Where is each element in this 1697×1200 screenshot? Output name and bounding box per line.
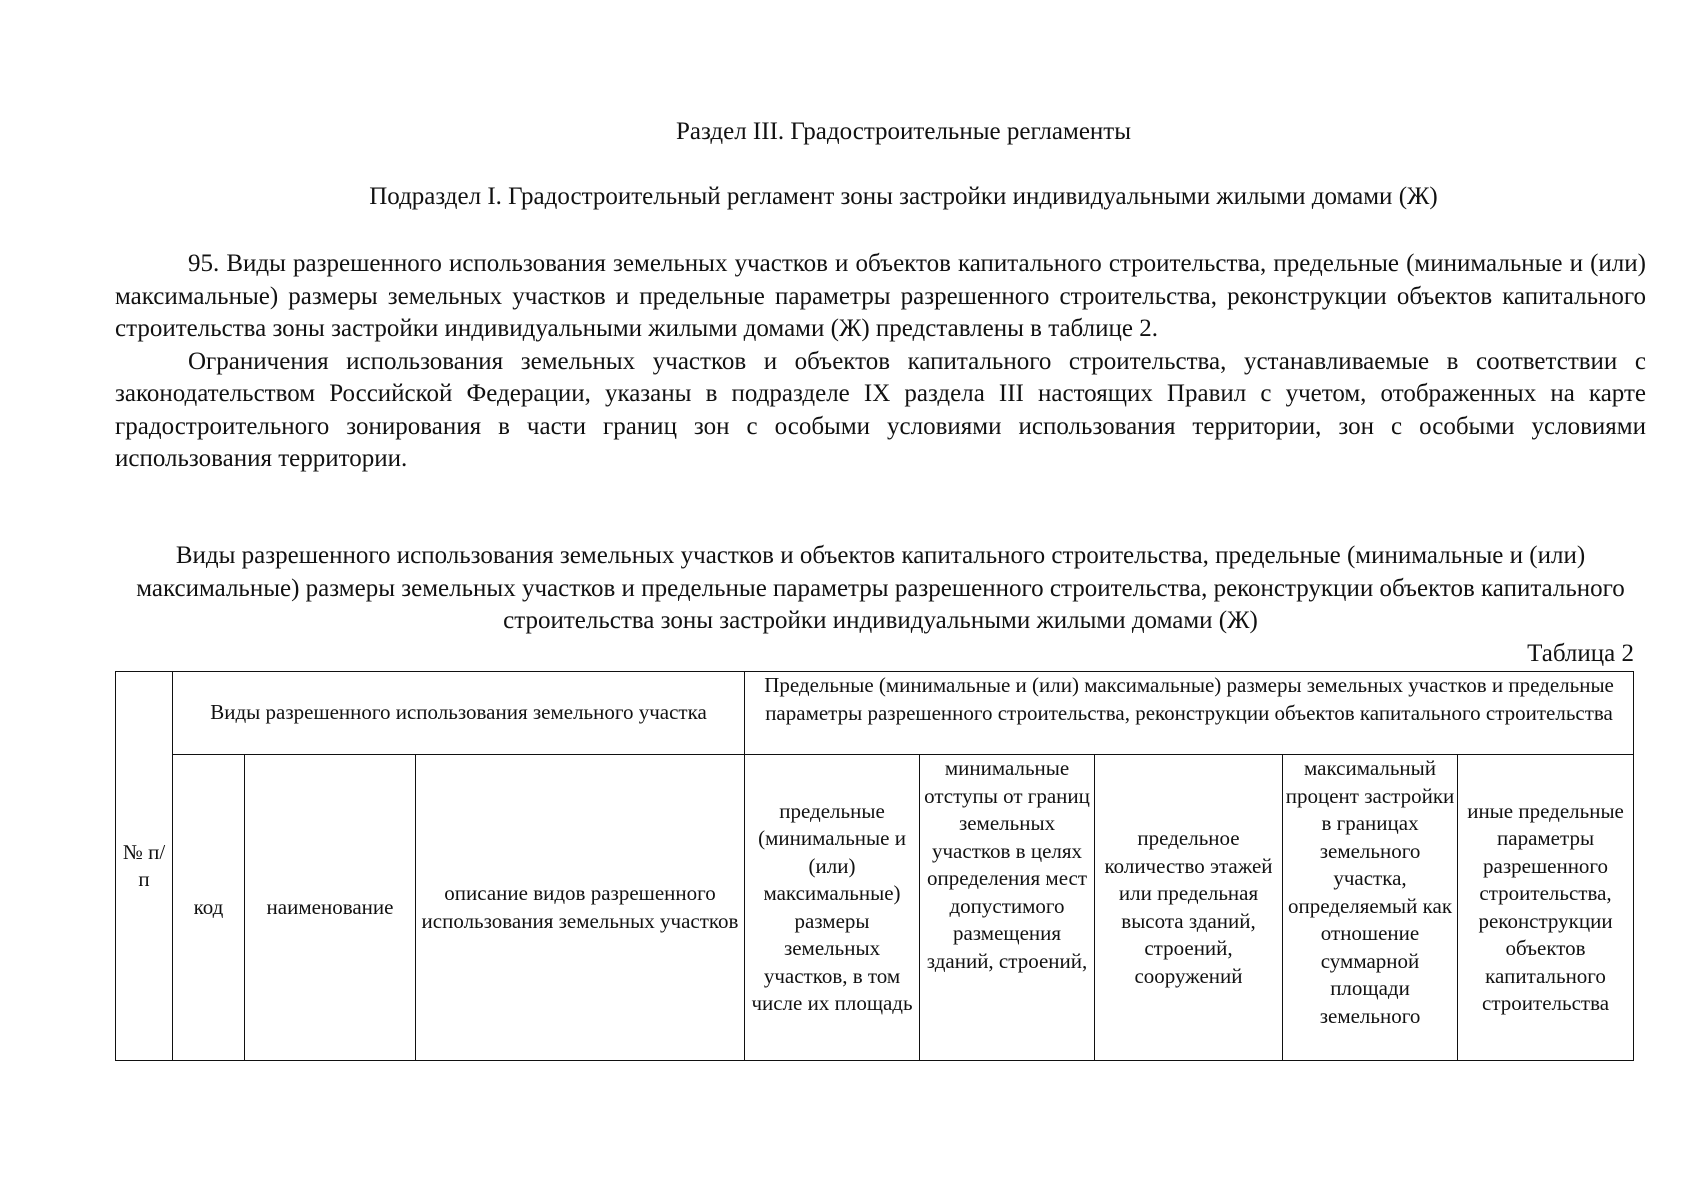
header-group-limits: Предельные (минимальные и (или) максимальные) размеры земельных участков и предельные параметры разрешенного строительства, реконструкции объектов капитального строительства [745,672,1634,755]
header-setbacks-text: минимальные отступы от границ земельных участков в целях определения мест допустимого размещения зданий, строений, [924,756,1090,973]
header-coverage [1283,755,1458,1061]
section-title: Раздел III. Градостроительные регламенты [675,118,1132,145]
header-coverage-text: максимальный процент застройки в границах земельного участка, определяемый как отношение суммарной площади земельного [1285,756,1455,1028]
header-plot-size: предельные (минимальные и (или) максимальные) размеры земельных участков, в том числе их площадь [745,755,920,1061]
table-header-row-2 [116,755,1634,1061]
header-setbacks [920,755,1095,1061]
paragraph-restrictions: Ограничения использования земельных участков и объектов капитального строительства, устанавливаемые в соответствии с законодательством Российской Федерации, указаны в подразделе IX раздела III настоящих Правил с учетом, отображенных на карте градостроительного зонирования в части границ зон с особыми условиями использования территории, зон с особыми условиями использования территории. [115,347,1646,472]
regulations-table [115,671,1634,1061]
header-description: описание видов разрешенного использования земельных участков [416,755,745,1061]
header-number: № п/п [116,672,173,1061]
subsection-title: Подраздел I. Градостроительный регламент зоны застройки индивидуальными жилыми домами (Ж) [369,183,1438,210]
header-floors: предельное количество этажей или предельная высота зданий, строений, сооружений [1095,755,1283,1061]
body-text [115,248,1646,476]
paragraph-95: 95. Виды разрешенного использования земельных участков и объектов капитального строительства, предельные (минимальные и (или) максимальные) размеры земельных участков и предельные параметры разрешенного строительства, реконструкции объектов капитального строительства зоны застройки индивидуальными жилыми домами (Ж) представлены в таблице 2. [115,250,1646,342]
header-other: иные предельные параметры разрешенного строительства, реконструкции объектов капитального строительства [1458,755,1634,1061]
header-code: код [173,755,245,1061]
table-caption: Виды разрешенного использования земельных участков и объектов капитального строительства, предельные (минимальные и (или) максимальные) размеры земельных участков и предельные параметры разрешенного строительства, реконструкции объектов капитального строительства зоны застройки индивидуальными жилыми домами (Ж) [136,542,1625,634]
header-group-permitted-use: Виды разрешенного использования земельного участка [173,672,745,755]
table-label: Таблица 2 [1527,640,1634,667]
header-name: наименование [245,755,416,1061]
table-header-row-1 [116,672,1634,755]
